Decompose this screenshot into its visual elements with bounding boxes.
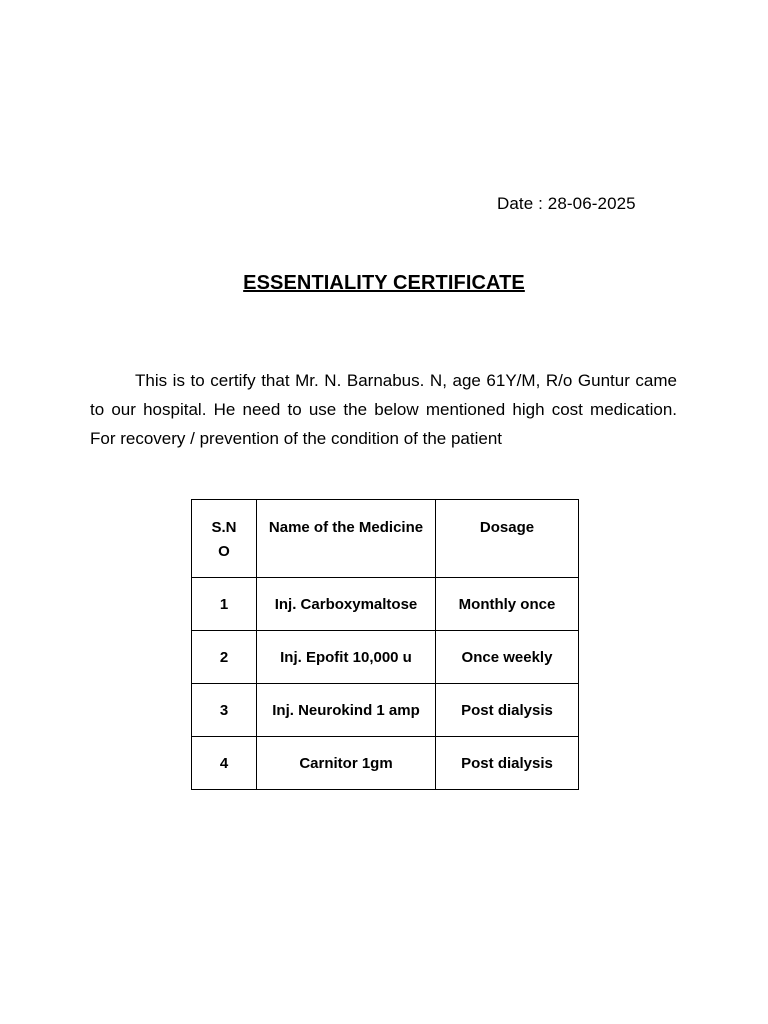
header-dosage: Dosage xyxy=(436,500,579,578)
cell-sno: 2 xyxy=(192,631,257,684)
cell-medicine: Carnitor 1gm xyxy=(257,737,436,790)
table-row xyxy=(192,684,579,737)
document-date: Date : 28-06-2025 xyxy=(497,194,636,213)
table-header-row xyxy=(192,500,579,578)
cell-medicine: Inj. Carboxymaltose xyxy=(257,578,436,631)
table-row xyxy=(192,578,579,631)
certificate-paragraph: This is to certify that Mr. N. Barnabus. N, age 61Y/M, R/o Guntur came to our hospital. He need to use the below mentioned high cost medication. For recovery / prevention of the condition of the patient xyxy=(90,371,677,448)
cell-dosage: Monthly once xyxy=(436,578,579,631)
cell-sno: 4 xyxy=(192,737,257,790)
cell-dosage: Post dialysis xyxy=(436,737,579,790)
cell-medicine: Inj. Neurokind 1 amp xyxy=(257,684,436,737)
certificate-title: ESSENTIALITY CERTIFICATE xyxy=(243,272,525,294)
cell-medicine: Inj. Epofit 10,000 u xyxy=(257,631,436,684)
medicine-table xyxy=(191,499,579,790)
header-sno: S.NO xyxy=(192,500,257,578)
header-medicine-name: Name of the Medicine xyxy=(257,500,436,578)
cell-sno: 3 xyxy=(192,684,257,737)
cell-dosage: Once weekly xyxy=(436,631,579,684)
table-row xyxy=(192,631,579,684)
table-row xyxy=(192,737,579,790)
cell-dosage: Post dialysis xyxy=(436,684,579,737)
cell-sno: 1 xyxy=(192,578,257,631)
